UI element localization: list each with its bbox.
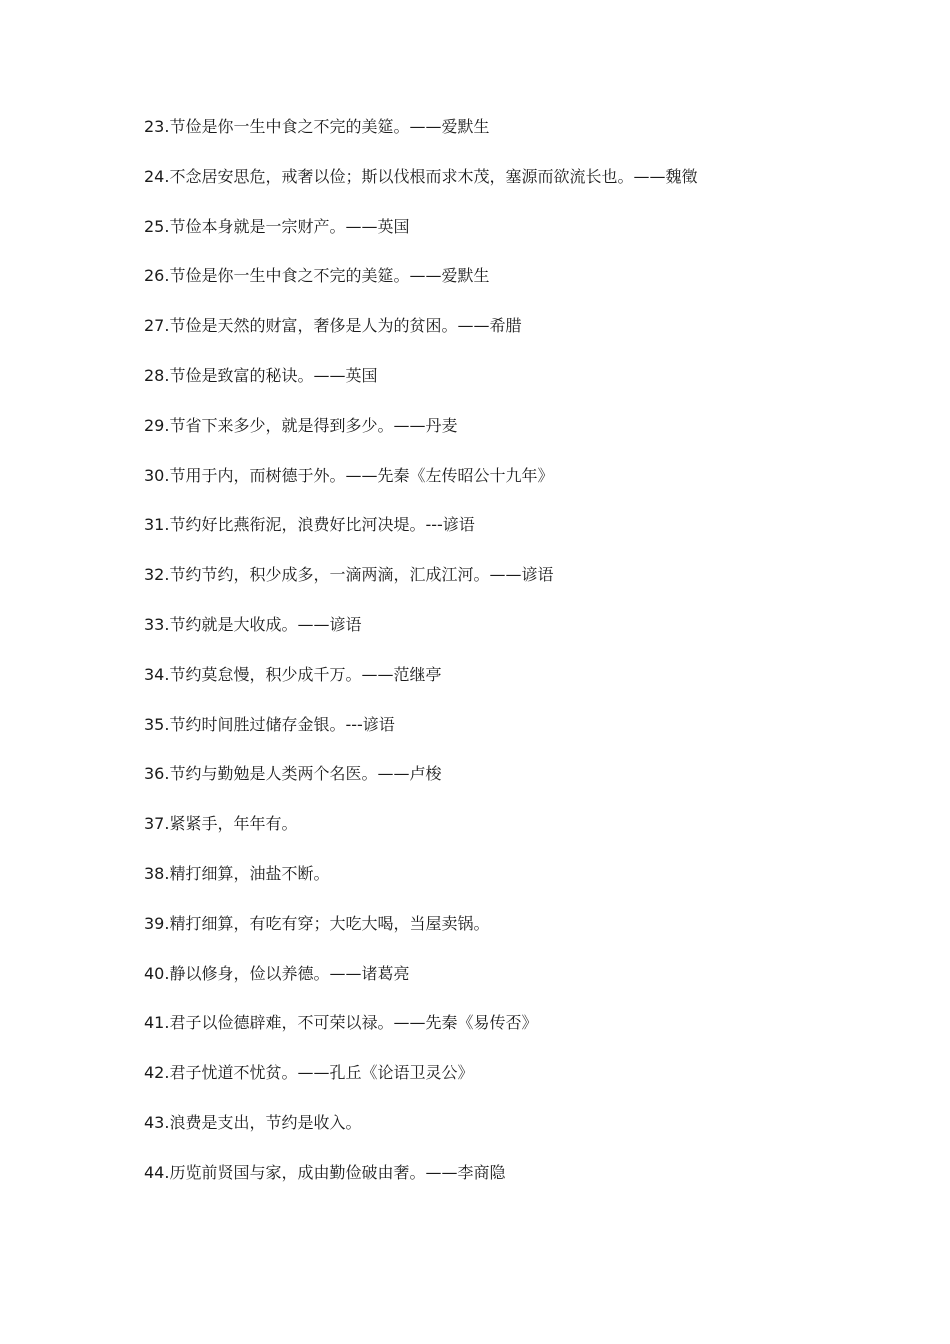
list-item: 27.节俭是天然的财富，奢侈是人为的贫困。——希腊: [144, 316, 522, 336]
list-item: 29.节省下来多少，就是得到多少。——丹麦: [144, 415, 458, 435]
list-item: 24.不念居安思危，戒奢以俭；斯以伐根而求木茂，塞源而欲流长也。——魏徵: [144, 166, 698, 186]
list-item: 23.节俭是你一生中食之不完的美筵。——爱默生: [144, 117, 490, 136]
list-item: 32.节约节约，积少成多，一滴两滴，汇成江河。——谚语: [144, 565, 554, 585]
list-item: 28.节俭是致富的秘诀。——英国: [144, 365, 378, 385]
list-item: 33.节约就是大收成。——谚语: [144, 614, 362, 634]
list-item: 31.节约好比燕衔泥，浪费好比河决堤。---谚语: [144, 515, 475, 535]
list-item: 41.君子以俭德辟难，不可荣以禄。——先秦《易传否》: [144, 1013, 538, 1033]
list-item: 26.节俭是你一生中食之不完的美筵。——爱默生: [144, 266, 490, 286]
quote-list: [144, 115, 924, 1211]
list-item: 38.精打细算，油盐不断。: [144, 863, 330, 883]
list-item: 42.君子忧道不忧贫。——孔丘《论语卫灵公》: [144, 1063, 474, 1083]
list-item: 37.紧紧手，年年有。: [144, 814, 298, 834]
list-item: 35.节约时间胜过储存金银。---谚语: [144, 714, 395, 734]
list-item: 40.静以修身，俭以养德。——诸葛亮: [144, 963, 410, 983]
list-item: 36.节约与勤勉是人类两个名医。——卢梭: [144, 764, 442, 784]
list-item: 25.节俭本身就是一宗财产。——英国: [144, 216, 410, 236]
list-item: 44.历览前贤国与家，成由勤俭破由奢。——李商隐: [144, 1162, 506, 1182]
list-item: 43.浪费是支出，节约是收入。: [144, 1112, 362, 1132]
list-item: 39.精打细算，有吃有穿；大吃大喝，当屋卖锅。: [144, 913, 490, 933]
list-item: 34.节约莫怠慢，积少成千万。——范继亭: [144, 664, 442, 684]
list-item: 30.节用于内，而树德于外。——先秦《左传昭公十九年》: [144, 465, 554, 485]
